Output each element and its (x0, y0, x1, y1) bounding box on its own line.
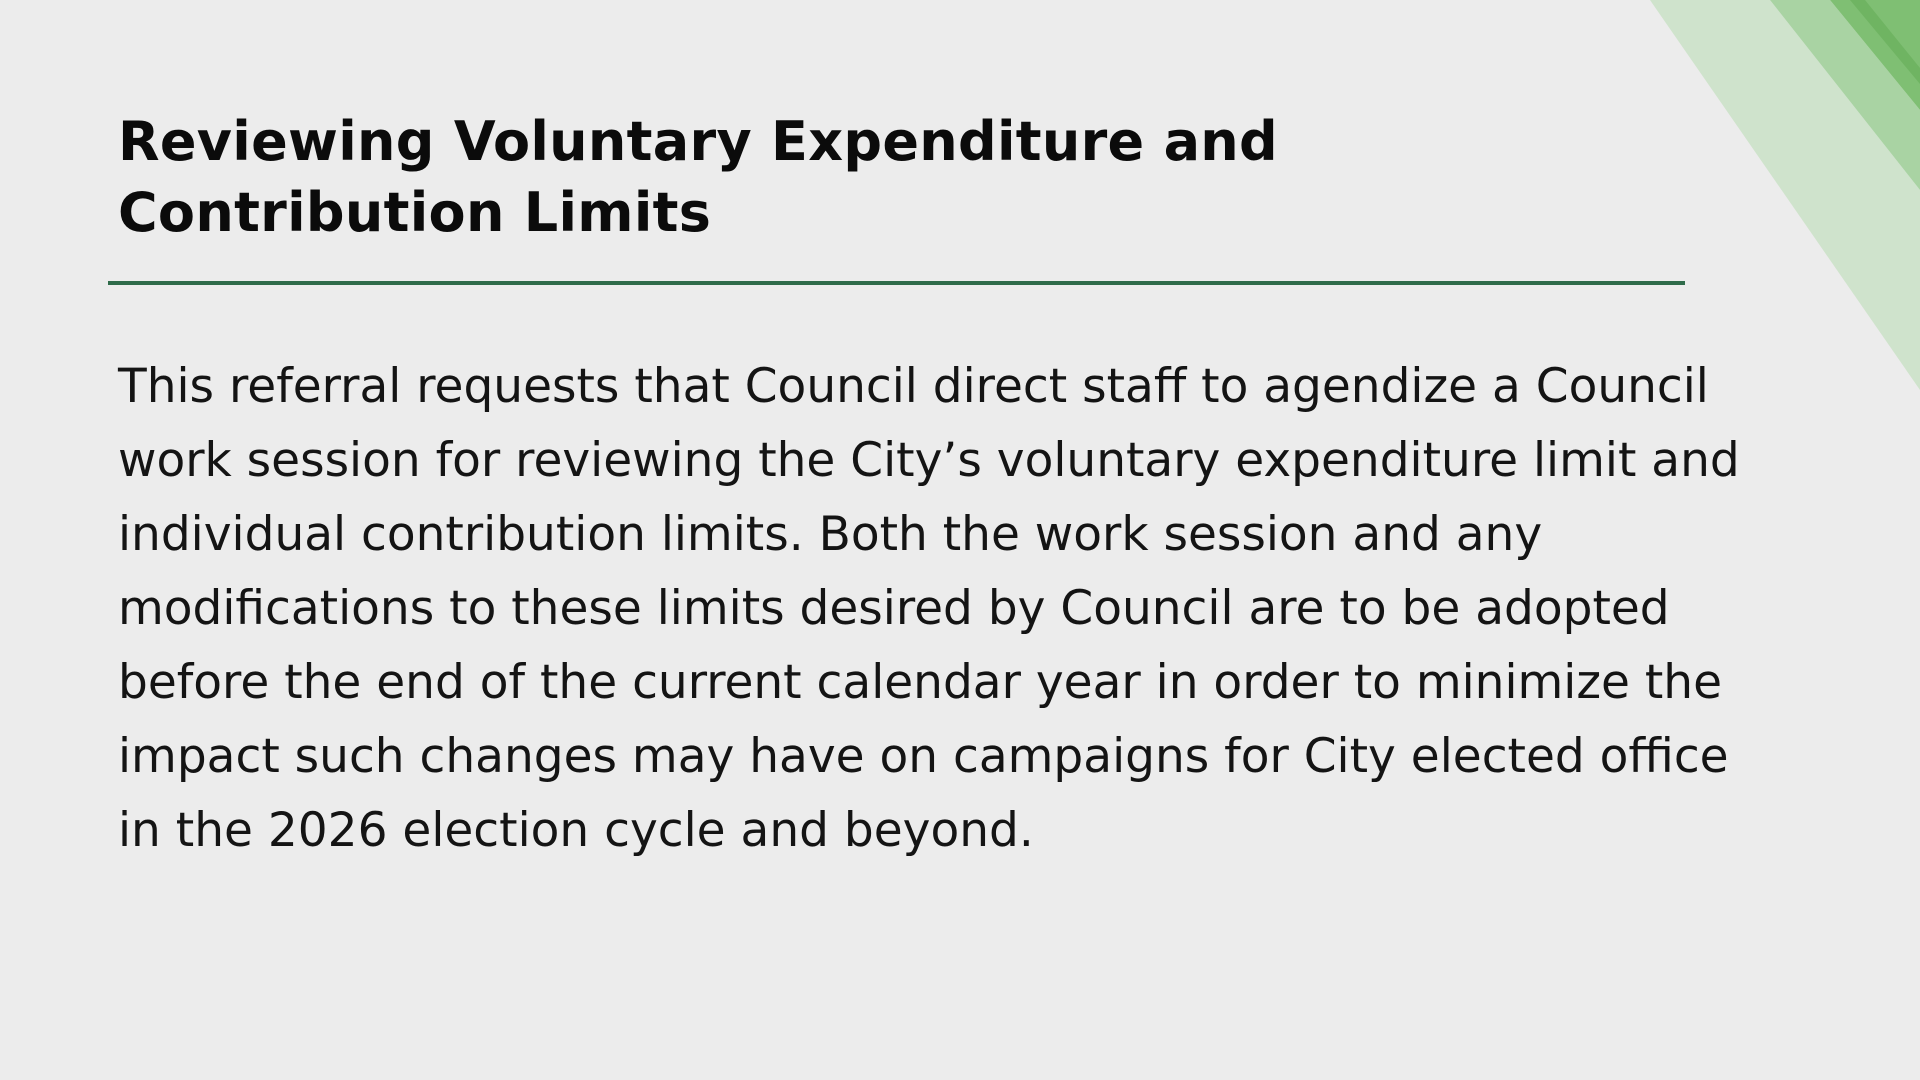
title-divider (108, 281, 1685, 285)
slide-body-text: This referral requests that Council direct staff to agendize a Council work session for reviewing the City’s voluntary expenditure limit and individual contribution limits. Both the work session and any modifications to these limits desired by Council are to be adopted before the end of the current calendar year in order to minimize the impact such changes may have on campaigns for City elected office in the 2026 election cycle and beyond. (118, 359, 1740, 858)
slide-title: Reviewing Voluntary Expenditure and Contribution Limits (118, 110, 1279, 244)
